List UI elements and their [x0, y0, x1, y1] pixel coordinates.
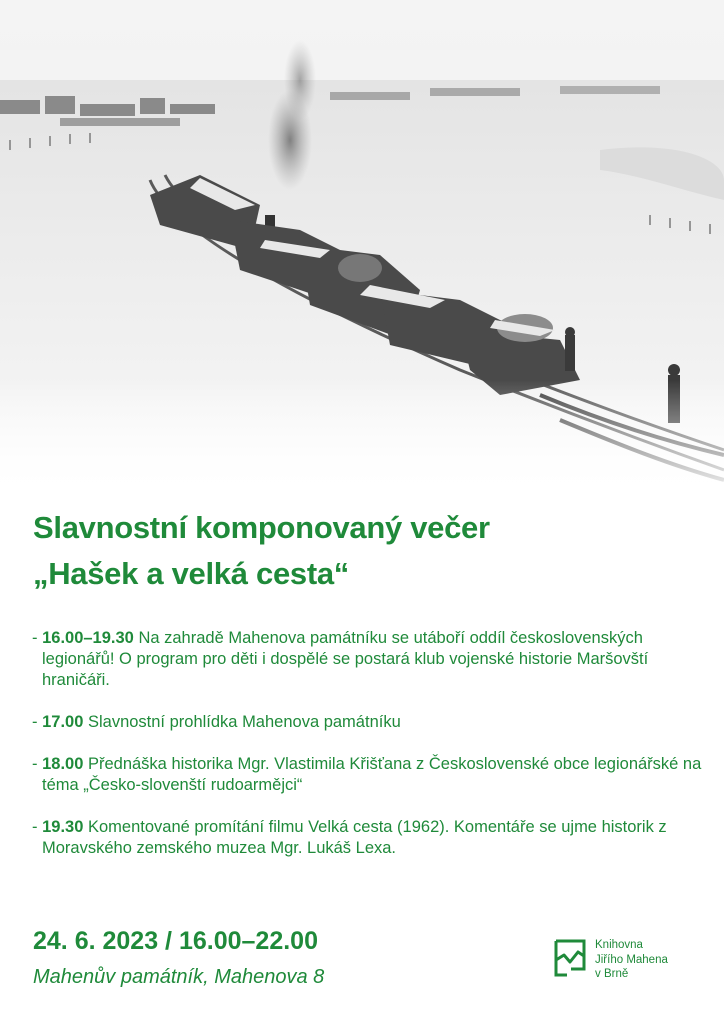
- program-item-dash: -: [32, 755, 43, 773]
- library-logo-icon: [553, 938, 587, 978]
- program-item-dash: -: [32, 818, 43, 836]
- event-title-line2: „Hašek a velká cesta“: [33, 556, 349, 591]
- program-item: [32, 817, 702, 859]
- library-logo-text: [595, 938, 668, 982]
- program-item-text: Přednáška historika Mgr. Vlastimila Křišťana z Československé obce legionářské na téma „Česko-slovenští rudoarmějci“: [42, 755, 702, 794]
- library-logo-line2: Jiřího Mahena: [595, 953, 668, 966]
- event-title-line1: Slavnostní komponovaný večer: [33, 510, 490, 545]
- program-item: [32, 754, 702, 796]
- event-place: Mahenův památník, Mahenova 8: [33, 966, 325, 988]
- event-date-time: 24. 6. 2023 / 16.00–22.00: [33, 927, 318, 955]
- program-item: [32, 712, 702, 733]
- program-item: [32, 628, 702, 691]
- program-item-time: 19.30: [42, 818, 84, 836]
- program-item-dash: -: [32, 629, 43, 647]
- program-item-text: Na zahradě Mahenova památníku se utáboří oddíl československých legionářů! O program pro děti i dospělé se postará klub vojenské historie Maršovští hraničáři.: [42, 629, 649, 689]
- program-item-text: Slavnostní prohlídka Mahenova památníku: [83, 713, 401, 731]
- program-item-time: 17.00: [42, 713, 84, 731]
- library-logo-line3: v Brně: [595, 968, 629, 980]
- armored-train-photo: [0, 0, 724, 500]
- program-item-time: 18.00: [42, 755, 84, 773]
- program-item-dash: -: [32, 713, 43, 731]
- photo-illustration: [0, 0, 724, 500]
- library-logo: [553, 938, 703, 988]
- event-title: [33, 505, 490, 597]
- program-item-text: Komentované promítání filmu Velká cesta (1962). Komentáře se ujme historik z Moravského zemského muzea Mgr. Lukáš Lexa.: [42, 818, 667, 857]
- program-item-time: 16.00–19.30: [42, 629, 134, 647]
- program-list: [32, 628, 702, 880]
- library-logo-line1: Knihovna: [595, 939, 643, 951]
